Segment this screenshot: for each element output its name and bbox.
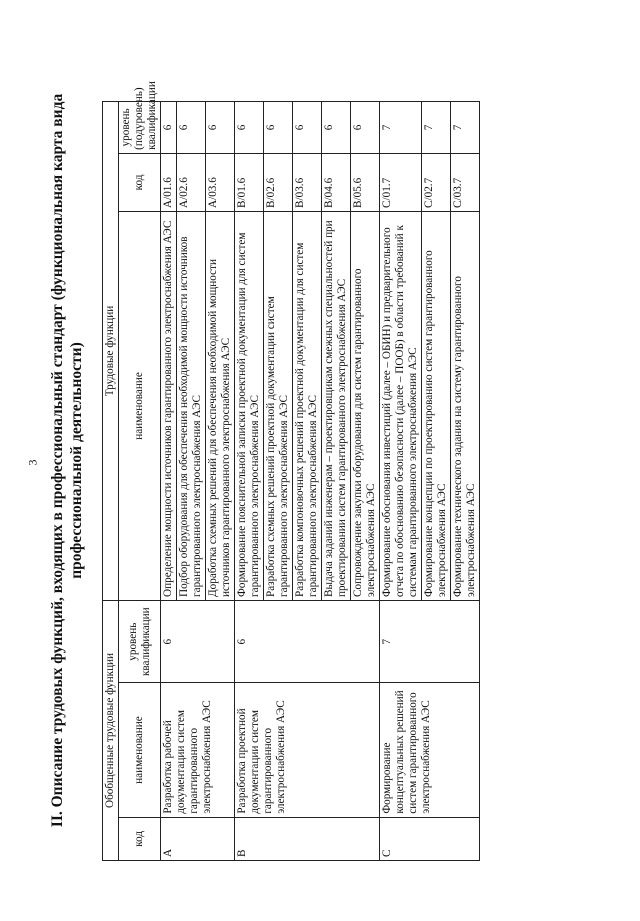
generalized-name-cell: Разработка рабочей документации систем гарантированного электроснабжения АЭС xyxy=(161,683,235,817)
rotated-page-content xyxy=(40,40,640,881)
labor-level-cell: 6 xyxy=(206,102,235,154)
labor-name-cell: Разработка компоновочных решений проектной документации для систем гарантированного электроснабжения АЭС xyxy=(293,211,322,600)
labor-level-cell: 6 xyxy=(264,102,293,154)
labor-level-cell: 6 xyxy=(351,102,380,154)
generalized-level-cell: 7 xyxy=(380,600,480,682)
labor-code-cell: C/03.7 xyxy=(451,153,480,211)
labor-level-cell: 6 xyxy=(235,102,264,154)
labor-name-cell: Подбор оборудования для обеспечения необходимой мощности источников гарантированного электроснабжения АЭС xyxy=(177,211,206,600)
section-heading: II. Описание трудовых функций, входящих в профессиональный стандарт (функциональная карта вида профессиональной деятельности) xyxy=(49,93,85,828)
labor-name-cell: Определение мощности источников гарантированного электроснабжения АЭС xyxy=(161,211,177,600)
labor-name-cell: Выдача заданий инженерам – проектировщикам смежных специальностей при проектировании систем гарантированного электроснабжения АЭС xyxy=(322,211,351,600)
generalized-functions-header: Обобщенные трудовые функции xyxy=(103,600,119,860)
labor-code-cell: B/01.6 xyxy=(235,153,264,211)
generalized-name-cell: Формирование концептуальных решений систем гарантированного электроснабжения АЭС xyxy=(380,683,480,817)
generalized-level-cell: 6 xyxy=(235,600,380,682)
generalized-code-cell: B xyxy=(235,817,380,860)
labor-level-cell: 7 xyxy=(451,102,480,154)
labor-code-cell: B/04.6 xyxy=(322,153,351,211)
labor-code-cell: B/02.6 xyxy=(264,153,293,211)
page-number: 3 xyxy=(25,459,40,466)
code-header: код xyxy=(119,817,161,860)
generalized-code-cell: C xyxy=(380,817,480,860)
labor-name-cell: Формирование обоснования инвестиций (далее – ОБИН) и предварительного отчета по обоснованию безопасности (далее – ПООБ) в области требований к системам гарантированного электроснабжения АЭС xyxy=(380,211,422,600)
sublevel-header: уровень (подуровень) квалификации xyxy=(119,102,161,154)
qualification-level-header: уровень квалификации xyxy=(119,600,161,682)
labor-code-cell: C/02.7 xyxy=(422,153,451,211)
labor-code-cell: B/03.6 xyxy=(293,153,322,211)
table-row xyxy=(380,102,422,861)
labor-name-cell: Доработка схемных решений для обеспечения необходимой мощности источников гарантированного электроснабжения АЭС xyxy=(206,211,235,600)
generalized-name-cell: Разработка проектной документации систем гарантированного электроснабжения АЭС xyxy=(235,683,380,817)
labor-name-header: наименование xyxy=(119,211,161,600)
labor-code-cell: A/02.6 xyxy=(177,153,206,211)
labor-name-cell: Формирование пояснительной записки проектной документации для систем гарантированного электроснабжения АЭС xyxy=(235,211,264,600)
labor-name-cell: Разработка схемных решений проектной документации систем гарантированного электроснабжения АЭС xyxy=(264,211,293,600)
labor-level-cell: 6 xyxy=(293,102,322,154)
labor-functions-header: Трудовые функции xyxy=(103,102,119,601)
generalized-level-cell: 6 xyxy=(161,600,235,682)
functional-map-table xyxy=(102,81,480,861)
table-row xyxy=(161,102,177,861)
labor-code-cell: A/01.6 xyxy=(161,153,177,211)
labor-level-cell: 7 xyxy=(380,102,422,154)
labor-level-cell: 7 xyxy=(422,102,451,154)
labor-code-cell: C/01.7 xyxy=(380,153,422,211)
table-row xyxy=(235,102,264,861)
labor-name-cell: Формирование концепции по проектированию систем гарантированного электроснабжения АЭС xyxy=(422,211,451,600)
generalized-code-cell: A xyxy=(161,817,235,860)
labor-level-cell: 6 xyxy=(161,102,177,154)
labor-code-cell: A/03.6 xyxy=(206,153,235,211)
labor-level-cell: 6 xyxy=(177,102,206,154)
labor-code-header: код xyxy=(119,153,161,211)
labor-name-cell: Сопровождение закупки оборудования для систем гарантированного электроснабжения АЭС xyxy=(351,211,380,600)
labor-name-cell: Формирование технического задания на систему гарантированного электроснабжения АЭС xyxy=(451,211,480,600)
labor-level-cell: 6 xyxy=(322,102,351,154)
labor-code-cell: B/05.6 xyxy=(351,153,380,211)
name-header: наименование xyxy=(119,683,161,817)
